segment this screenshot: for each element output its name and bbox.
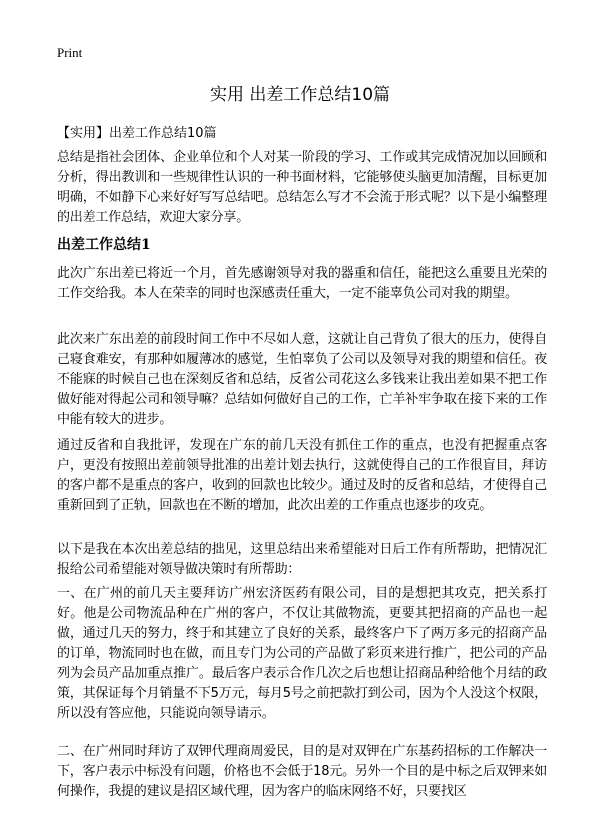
body-paragraph: 此次来广东出差的前段时间工作中不尽如人意，这就让自己背负了很大的压力，使得自己寝食难安，有那种如履薄冰的感觉，生怕辜负了公司以及领导对我的期望和信任。夜不能寐的时候自己也在深刻反省和总结，反省公司花这么多钱来让我出差如果不把工作做好能对得起公司和领导嘛？总结如何做好自己的工作，亡羊补牢争取在接下来的工作中能有较大的进步。 xyxy=(57,332,547,427)
page-title: 实用 出差工作总结10篇 xyxy=(209,85,391,105)
body-paragraph: 此次广东出差已将近一个月，首先感谢领导对我的器重和信任，能把这么重要且光荣的工作交给我。本人在荣幸的同时也深感责任重大，一定不能辜负公司对我的期望。 xyxy=(57,266,547,301)
body-paragraph: 通过反省和自我批评，发现在广东的前几天没有抓住工作的重点，也没有把握重点客户，更没有按照出差前领导批准的出差计划去执行，这就使得自己的工作很盲目，拜访的客户都不是重点的客户，收到的回款也比较少。通过及时的反省和总结，才使得自己重新回到了正轨，回款也在不断的增加，此次出差的工作重点也逐步的攻克。 xyxy=(57,438,547,513)
body-paragraph: 一、在广州的前几天主要拜访广州宏济医药有限公司，目的是想把其攻克，把关系打好。他是公司物流品种在广州的客户，不仅让其做物流，更要其把招商的产品也一起做，通过几天的努力，终于和其建立了良好的关系，最终客户下了两万多元的招商产品的订单，物流同时也在做，而且专门为公司的产品做了彩页来进行推广，把公司的产品列为会员产品加重点推广。最后客户表示合作几次之后也想让招商品种给他个月结的政策，其保证每个月销量不下5万元，每月5号之前把款打到公司，因为个人没这个权限，所以没有答应他，只能说向领导请示。 xyxy=(57,586,547,721)
print-link[interactable]: Print xyxy=(57,45,83,60)
intro-paragraph: 总结是指社会团体、企业单位和个人对某一阶段的学习、工作或其完成情况加以回顾和分析，得出教训和一些规律性认识的一种书面材料，它能够使头脑更加清醒，目标更加明确，不如静下心来好好写写总结吧。总结怎么写才不会流于形式呢？以下是小编整理的出差工作总结，欢迎大家分享。 xyxy=(57,150,547,225)
body-paragraph: 二、在广州同时拜访了双钾代理商周爱民，目的是对双钾在广东基药招标的工作解决一下，客户表示中标没有问题，价格也不会低于18元。另外一个目的是中标之后双钾来如何操作，我提的建议是招区域代理，因为客户的临床网络不好，只要找区 xyxy=(57,744,547,799)
subtitle: 【实用】出差工作总结10篇 xyxy=(57,126,217,141)
body-paragraph: 以下是我在本次出差总结的拙见，这里总结出来希望能对日后工作有所帮助，把情况汇报给公司希望能对领导做决策时有所帮助： xyxy=(57,542,547,577)
section-heading: 出差工作总结1 xyxy=(57,237,151,253)
